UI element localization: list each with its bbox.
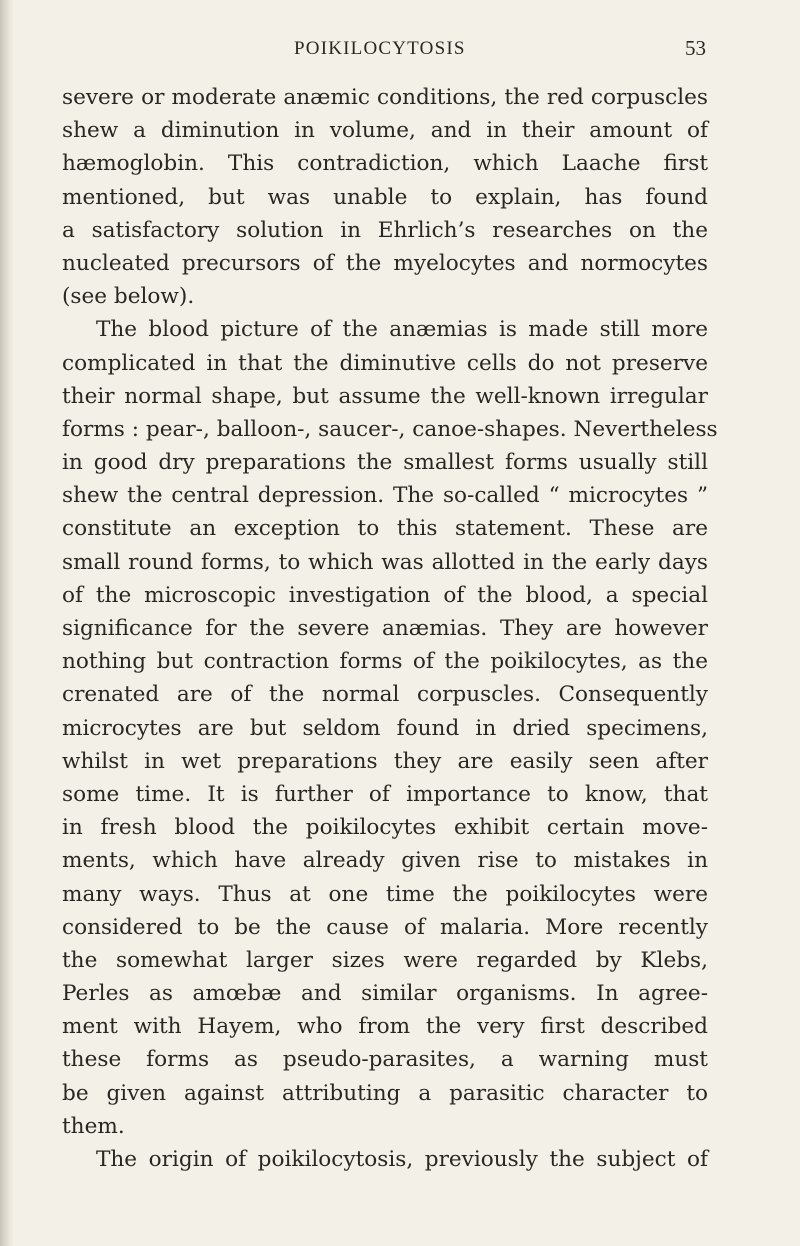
- text-line: whilst in wet preparations they are easily seen after: [62, 748, 708, 774]
- text-line: in good dry preparations the smallest forms usually still: [62, 450, 708, 476]
- text-line: complicated in that the diminutive cells do not preserve: [62, 350, 708, 376]
- paragraph-first-line: The blood picture of the anæmias is made still more: [96, 317, 708, 343]
- text-line: in fresh blood the poikilocytes exhibit certain move-: [62, 815, 708, 841]
- body-text: [62, 81, 718, 1176]
- text-line: nothing but contraction forms of the poikilocytes, as the: [62, 649, 708, 675]
- running-header-title: POIKILOCYTOSIS: [294, 38, 466, 59]
- text-line: these forms as pseudo-parasites, a warning must: [62, 1047, 708, 1073]
- text-line: many ways. Thus at one time the poikilocytes were: [62, 881, 708, 907]
- text-line: a satisfactory solution in Ehrlich’s researches on the: [62, 217, 708, 243]
- text-line: hæmoglobin. This contradiction, which Laache first: [62, 151, 708, 177]
- text-line: shew a diminution in volume, and in their amount of: [62, 118, 708, 144]
- text-line: (see below).: [62, 284, 195, 310]
- page-number: 53: [685, 36, 706, 60]
- text-line: their normal shape, but assume the well-known irregular: [62, 383, 708, 409]
- text-line: nucleated precursors of the myelocytes and normocytes: [62, 250, 708, 276]
- text-line: forms : pear-, balloon-, saucer-, canoe-shapes. Nevertheless: [62, 416, 718, 442]
- text-line: significance for the severe anæmias. They are however: [62, 616, 708, 641]
- text-line: severe or moderate anæmic conditions, the red corpuscles: [62, 85, 708, 110]
- text-line: ments, which have already given rise to mistakes in: [62, 848, 708, 874]
- text-line: mentioned, but was unable to explain, has found: [62, 184, 708, 210]
- text-line: crenated are of the normal corpuscles. Consequently: [62, 682, 708, 708]
- text-line: the somewhat larger sizes were regarded by Klebs,: [62, 947, 708, 973]
- text-line: small round forms, to which was allotted in the early days: [62, 549, 708, 575]
- text-line: Perles as amœbæ and similar organisms. In agree-: [62, 981, 708, 1007]
- text-line: microcytes are but seldom found in dried specimens,: [62, 715, 708, 741]
- text-line: of the microscopic investigation of the blood, a special: [62, 582, 708, 608]
- text-line: some time. It is further of importance to know, that: [62, 781, 708, 807]
- text-line: ment with Hayem, who from the very first described: [62, 1014, 708, 1040]
- text-line: shew the central depression. The so-called “ microcytes ”: [62, 483, 708, 509]
- text-line: considered to be the cause of malaria. More recently: [62, 914, 708, 940]
- text-line: be given against attributing a parasitic character to: [62, 1080, 708, 1106]
- paragraph-first-line: The origin of poikilocytosis, previously the subject of: [96, 1147, 708, 1172]
- text-line: constitute an exception to this statement. These are: [62, 516, 708, 542]
- text-line: them.: [62, 1113, 125, 1139]
